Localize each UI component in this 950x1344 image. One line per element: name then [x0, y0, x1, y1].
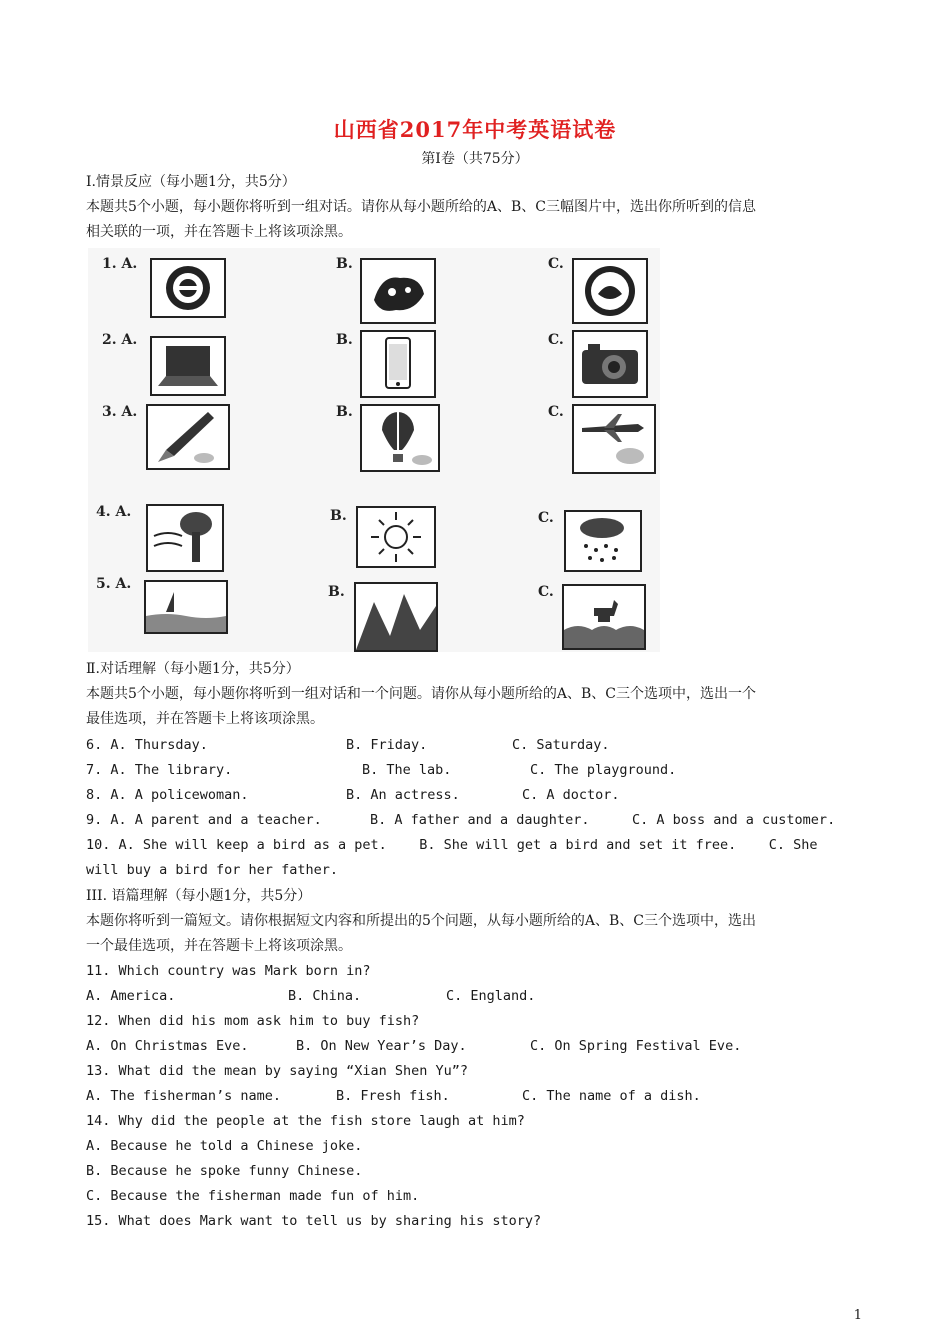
- q12-option-b: B. On New Year’s Day.: [296, 1038, 467, 1054]
- q14-option-a: A. Because he told a Chinese joke.: [86, 1138, 363, 1154]
- q9-option-b: B. A father and a daughter.: [370, 812, 590, 828]
- q11-question: 11. Which country was Mark born in?: [86, 963, 371, 979]
- q9-option-c: C. A boss and a customer.: [632, 812, 836, 828]
- row-label-b: B.: [336, 256, 353, 272]
- rocket-icon: [146, 404, 230, 470]
- horse-bridge-icon: [562, 584, 646, 650]
- row-label-c: C.: [548, 256, 564, 272]
- row-label-b: B.: [336, 404, 353, 420]
- q10-line2: will buy a bird for her father.: [86, 862, 338, 878]
- q9-option-a: 9. A. A parent and a teacher.: [86, 812, 322, 828]
- page-subtitle: 第Ⅰ卷（共75分）: [421, 151, 529, 167]
- section1-instruction-line2: 相关联的一项，并在答题卡上将该项涂黑。: [86, 224, 352, 240]
- section2-instruction-line2: 最佳选项，并在答题卡上将该项涂黑。: [86, 711, 324, 727]
- q8-option-b: B. An actress.: [346, 787, 460, 803]
- mountains-icon: [354, 582, 438, 652]
- row-label-a: 5. A.: [96, 576, 132, 592]
- q14-option-c: C. Because the fisherman made fun of him.: [86, 1188, 420, 1204]
- row-label-b: B.: [330, 508, 347, 524]
- q15-question: 15. What does Mark want to tell us by sharing his story?: [86, 1213, 542, 1229]
- q13-option-a: A. The fisherman’s name.: [86, 1088, 282, 1104]
- smartphone-icon: [360, 330, 436, 398]
- section1-heading: Ⅰ.情景反应（每小题1分，共5分）: [86, 174, 296, 190]
- paper-cut-ox-icon: [360, 258, 436, 324]
- q7-option-b: B. The lab.: [362, 762, 452, 778]
- q8-option-a: 8. A. A policewoman.: [86, 787, 249, 803]
- q6-option-b: B. Friday.: [346, 737, 428, 753]
- q12-option-a: A. On Christmas Eve.: [86, 1038, 249, 1054]
- row-label-a: 2. A.: [102, 332, 138, 348]
- q7-option-a: 7. A. The library.: [86, 762, 233, 778]
- section1-instruction-line1: 本题共5个小题，每小题你将听到一组对话。请你从每小题所给的A、B、C三幅图片中，选出你所听到的信息: [86, 199, 757, 215]
- q14-option-b: B. Because he spoke funny Chinese.: [86, 1163, 363, 1179]
- row-label-c: C.: [548, 404, 564, 420]
- section2-heading: Ⅱ.对话理解（每小题1分，共5分）: [86, 661, 300, 677]
- row-label-b: B.: [336, 332, 353, 348]
- q14-question: 14. Why did the people at the fish store laugh at him?: [86, 1113, 525, 1129]
- q13-option-b: B. Fresh fish.: [336, 1088, 450, 1104]
- row-label-a: 1. A.: [102, 256, 138, 272]
- row-label-c: C.: [538, 510, 554, 526]
- paper-cut-circle-icon: [572, 258, 648, 324]
- row-label-c: C.: [538, 584, 554, 600]
- q11-option-a: A. America.: [86, 988, 176, 1004]
- row-label-a: 4. A.: [96, 504, 132, 520]
- row-label-c: C.: [548, 332, 564, 348]
- camera-icon: [572, 330, 648, 398]
- paper-cut-round-icon: [150, 258, 226, 318]
- section3-heading: III. 语篇理解（每小题1分，共5分）: [86, 888, 312, 904]
- q12-question: 12. When did his mom ask him to buy fish?: [86, 1013, 420, 1029]
- section3-instruction-line2: 一个最佳选项，并在答题卡上将该项涂黑。: [86, 938, 352, 954]
- q13-option-c: C. The name of a dish.: [522, 1088, 701, 1104]
- q10-line1: 10. A. She will keep a bird as a pet. B. She will get a bird and set it free. C. She: [86, 837, 818, 853]
- section2-instruction-line1: 本题共5个小题，每小题你将听到一组对话和一个问题。请你从每小题所给的A、B、C三个选项中，选出一个: [86, 686, 757, 702]
- row-label-a: 3. A.: [102, 404, 138, 420]
- page-title: 山西省2017年中考英语试卷: [333, 117, 617, 142]
- picture-grid: [88, 248, 660, 652]
- q6-option-a: 6. A. Thursday.: [86, 737, 208, 753]
- hot-air-balloon-icon: [360, 404, 440, 472]
- q13-question: 13. What did the mean by saying “Xian Shen Yu”?: [86, 1063, 469, 1079]
- q7-option-c: C. The playground.: [530, 762, 677, 778]
- section3-instruction-line1: 本题你将听到一篇短文。请你根据短文内容和所提出的5个问题，从每小题所给的A、B、C三个选项中，选出: [86, 913, 757, 929]
- rain-cloud-icon: [564, 510, 642, 572]
- q11-option-c: C. England.: [446, 988, 536, 1004]
- page-number: 1: [853, 1308, 862, 1323]
- q11-option-b: B. China.: [288, 988, 362, 1004]
- laptop-icon: [150, 336, 226, 396]
- airplane-icon: [572, 404, 656, 474]
- beach-sailboat-icon: [144, 580, 228, 634]
- q8-option-c: C. A doctor.: [522, 787, 620, 803]
- q12-option-c: C. On Spring Festival Eve.: [530, 1038, 742, 1054]
- sun-icon: [356, 506, 436, 568]
- q6-option-c: C. Saturday.: [512, 737, 610, 753]
- windy-tree-icon: [146, 504, 224, 572]
- row-label-b: B.: [328, 584, 345, 600]
